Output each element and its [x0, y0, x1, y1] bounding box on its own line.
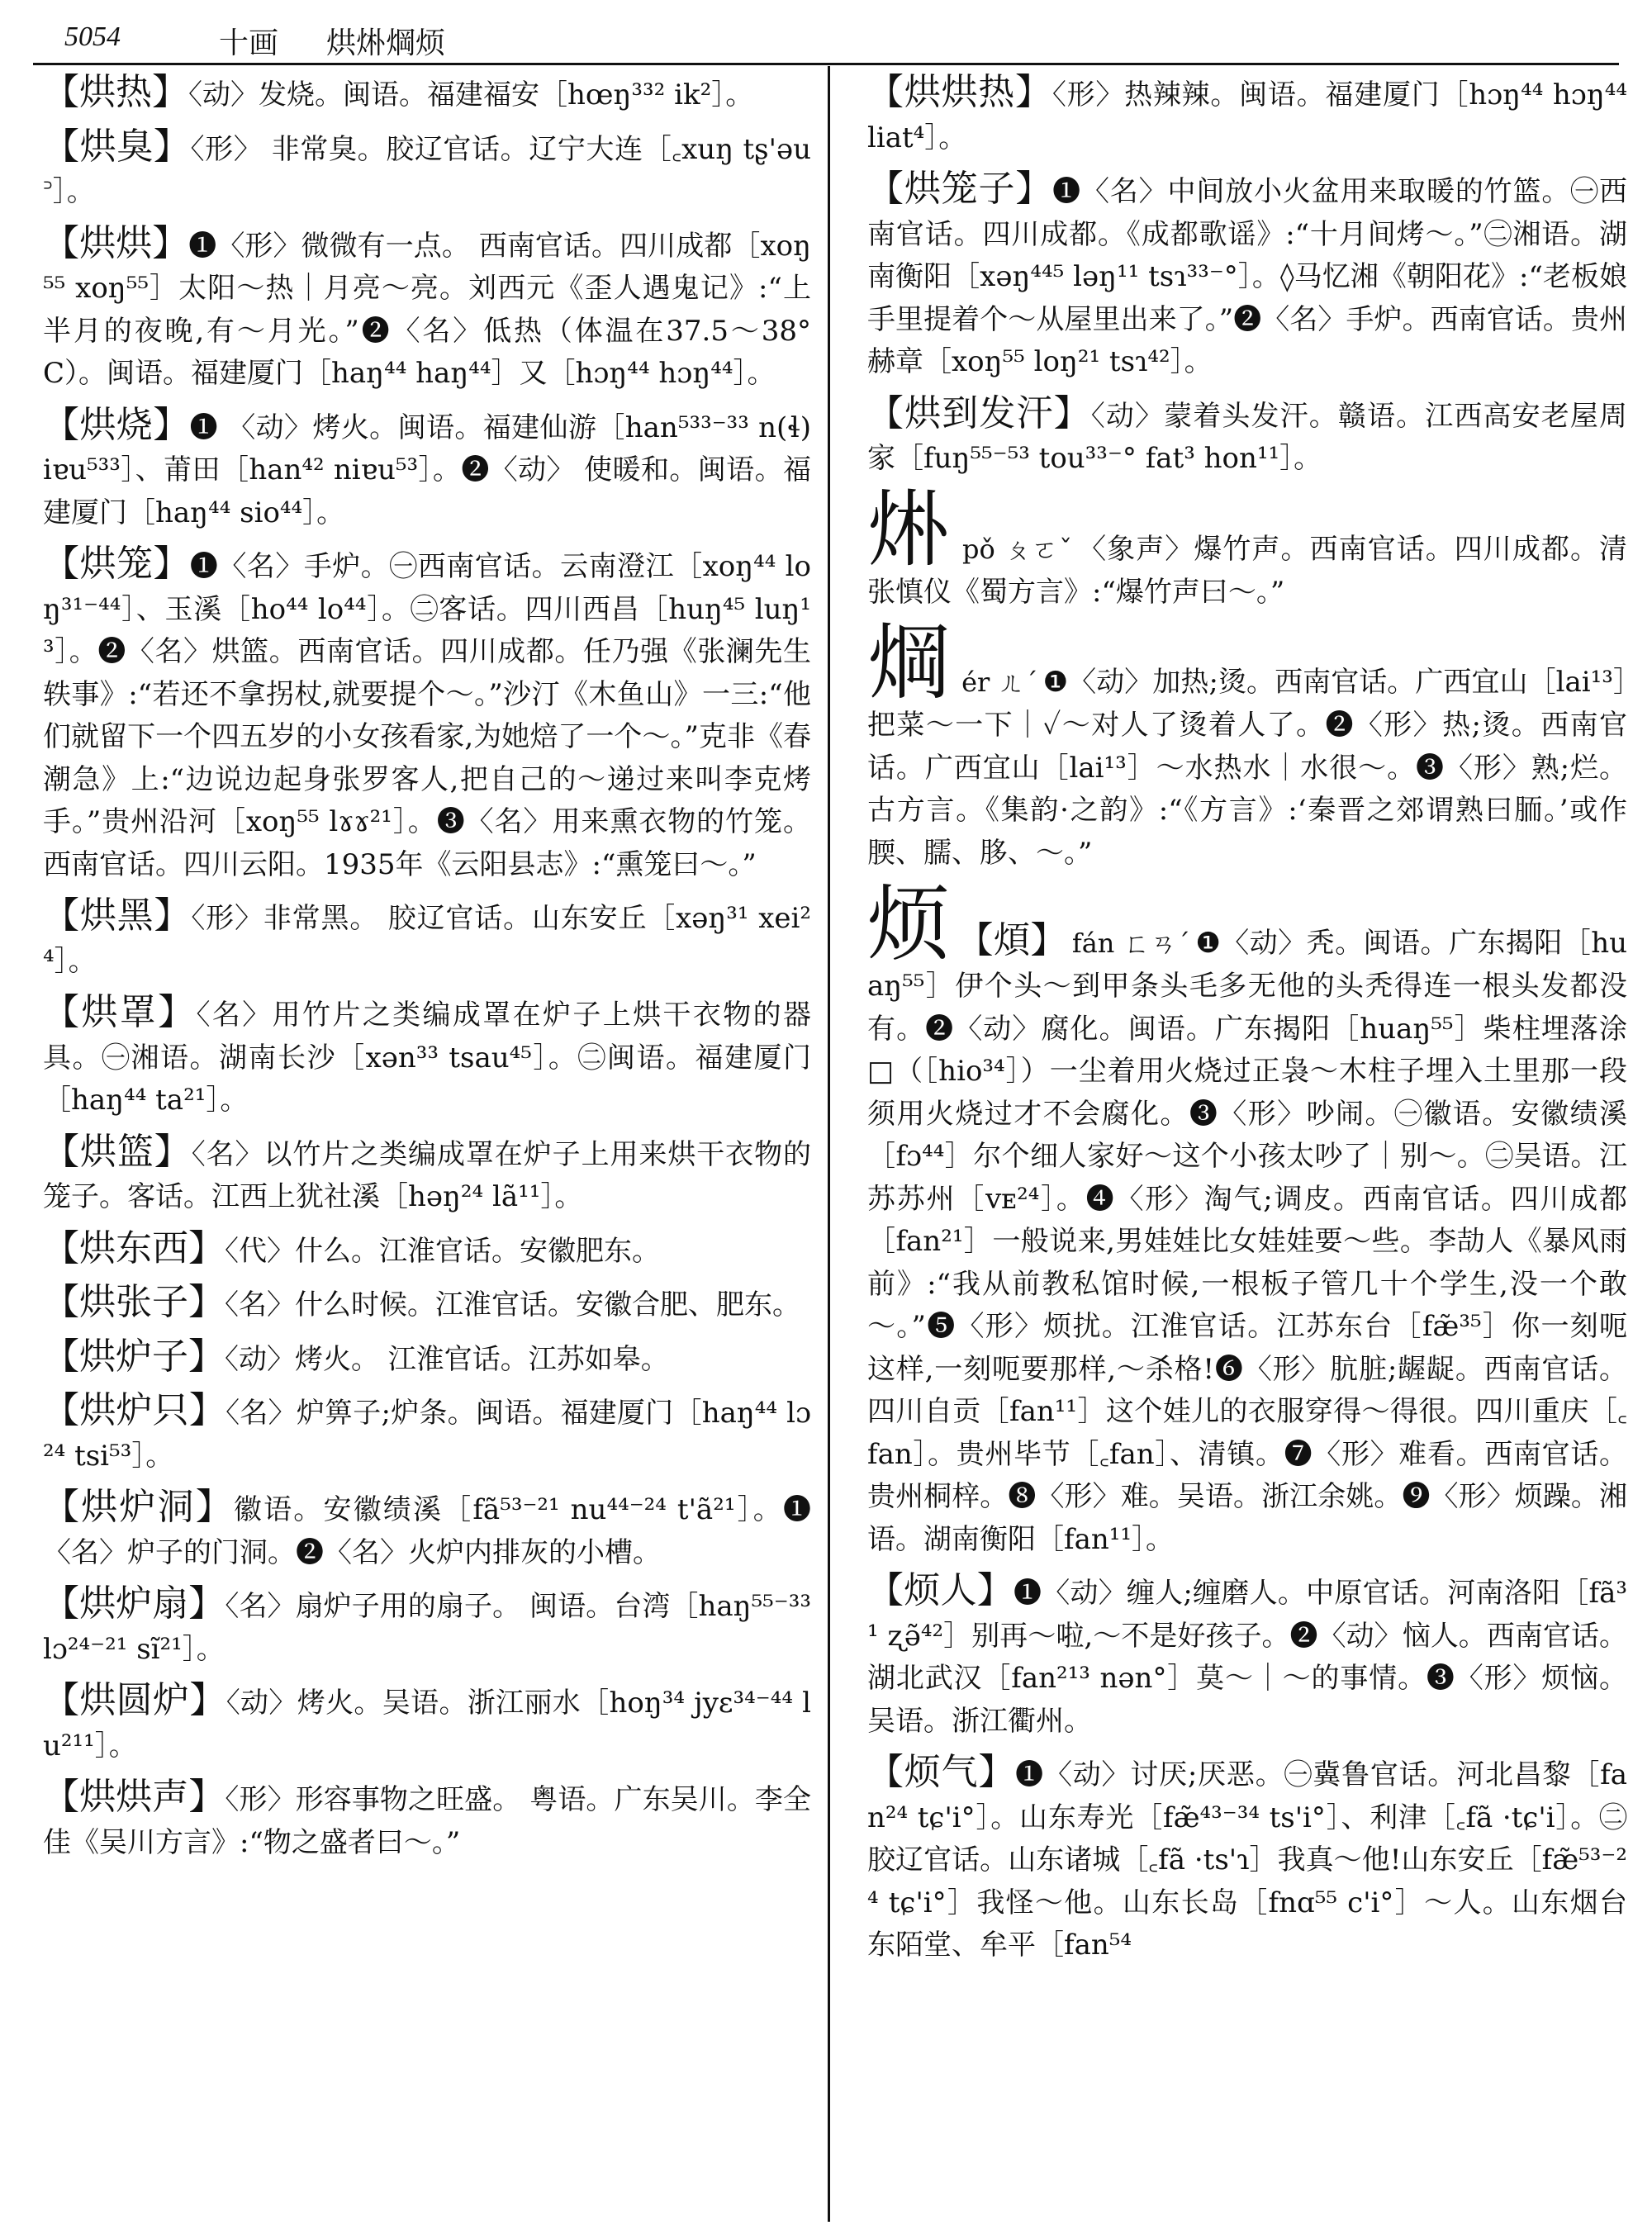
entry-definition: 〈名〉炉箅子;炉条。闽语。福建厦门［haŋ⁴⁴ lɔ²⁴ tsi⁵³］。: [43, 1397, 812, 1473]
entry-headword: 【烘炉扇】: [43, 1582, 225, 1625]
dictionary-entry: [867, 481, 1627, 614]
dictionary-entry: [43, 126, 811, 214]
entry-definition: 〈名〉扇炉子用的扇子。 闽语。台湾［haŋ⁵⁵⁻³³ lɔ²⁴⁻²¹ sĩ²¹］。: [43, 1590, 812, 1666]
dictionary-entry: [867, 1751, 1627, 1967]
dictionary-entry: [867, 1569, 1627, 1743]
entry-headword: 【烘到发汗】: [867, 391, 1091, 434]
entry-pinyin: ér ㄦˊ: [961, 667, 1038, 698]
entry-headword: 【烘笼子】: [867, 168, 1053, 210]
entry-headword: 【烘篮】: [43, 1130, 192, 1173]
entry-headword: 【烘张子】: [43, 1281, 225, 1323]
entry-headword: 【烘臭】: [43, 125, 191, 168]
dictionary-entry: [43, 1486, 811, 1574]
entry-definition: 〈动〉蒙着头发汗。赣语。江西高安老屋周家［fuŋ⁵⁵⁻⁵³ tou³³⁻° fat³ hon¹¹］。: [867, 399, 1627, 475]
entry-definition: ❶〈名〉中间放小火盆用来取暖的竹篮。㊀西南官话。四川成都。《成都歌谣》:“十月间烤～。”㊁湘语。湖南衡阳［xəŋ⁴⁴⁵ ləŋ¹¹ tsɿ³³⁻°］。◊马忆湘《朝阳花》:“老板娘手里提着个～从屋里出来了。”❷〈名〉手炉。西南官话。贵州赫章［xoŋ⁵⁵ loŋ²¹ tsɿ⁴²］。: [867, 175, 1628, 378]
entry-definition: 〈动〉烤火。吴语。浙江丽水［hoŋ³⁴ jyɛ³⁴⁻⁴⁴ lu²¹¹］。: [43, 1687, 812, 1763]
entry-definition: 〈象声〉爆竹声。西南官话。四川成都。清张慎仪《蜀方言》:“爆竹声曰～。”: [867, 532, 1627, 609]
entry-headword: 【烘烘】: [43, 221, 189, 264]
entry-definition: ❶〈动〉秃。闽语。广东揭阳［huaŋ⁵⁵］伊个头～到甲条头毛多无他的头秃得连一根头发都没有。❷〈动〉腐化。闽语。广东揭阳［huaŋ⁵⁵］柴柱埋落涂□（［hio³⁴］）一尘着用火烧过正袅～木柱子埋入土里那一段须用火烧过才不会腐化。❸〈形〉吵闹。㊀徽语。安徽绩溪［fɔ⁴⁴］尔个细人家好～这个小孩太吵了｜别～。㊁吴语。江苏苏州［vᴇ²⁴］。❹〈形〉淘气;调皮。西南官话。四川成都［fan²¹］一般说来,男娃娃比女娃娃要～些。李劼人《暴风雨前》:“我从前教私馆时候,一根板子管几十个学生,没一个敢～。”❺〈形〉烦扰。江淮官话。江苏东台［fæ̃³⁵］你一刻呃这样,一刻呃要那样,～杀格!❻〈形〉肮脏;龌龊。西南官话。四川自贡［fan¹¹］这个娃儿的衣服穿得～得很。四川重庆［꜀fan］。贵州毕节［꜀fan］、清镇。❼〈形〉难看。西南官话。贵州桐梓。❽〈形〉难。吴语。浙江余姚。❾〈形〉烦躁。湘语。湖南衡阳［fan¹¹］。: [867, 927, 1628, 1556]
entry-definition: ❶〈动〉缠人;缠磨人。中原官话。河南洛阳［fã³¹ ʐə̃⁴²］别再～啦,～不是好孩子。❷〈动〉恼人。西南官话。湖北武汉［fan²¹³ nən°］莫～｜～的事情。❸〈形〉烦恼。吴语。浙江衢州。: [867, 1577, 1627, 1738]
entry-headword: 【烘炉子】: [43, 1335, 225, 1378]
dictionary-entry: [867, 168, 1627, 384]
header-headwords: 烘烞焵烦: [326, 26, 446, 60]
entry-headword: 【烦气】: [867, 1751, 1016, 1793]
dictionary-entry: [43, 1281, 811, 1327]
entry-headword: 【烘笼】: [43, 543, 190, 585]
dictionary-entry: [43, 1679, 811, 1767]
dictionary-entry: [43, 71, 811, 117]
left-column: [43, 71, 811, 1872]
entry-character: 烞: [867, 481, 952, 578]
entry-definition: 〈形〉 非常臭。胶辽官话。辽宁大连［꜀xuŋ tʂ'əu꜄］。: [43, 132, 812, 208]
entry-headword: 【烘东西】: [43, 1226, 225, 1269]
entry-headword: 【烘热】: [43, 71, 188, 113]
dictionary-entry: [43, 404, 811, 535]
section-label: 十画: [219, 26, 279, 60]
entry-definition: 〈代〉什么。江淮官话。安徽肥东。: [225, 1234, 660, 1268]
dictionary-entry: [43, 543, 811, 886]
entry-definition: ❶ 〈动〉烤火。闽语。福建仙游［han⁵³³⁻³³ n(ɬ)iɐu⁵³³］、莆田［han⁴² niɐu⁵³］。❷〈动〉 使暖和。闽语。福建厦门［haŋ⁴⁴ sio⁴⁴］。: [43, 410, 811, 529]
entry-headword: 【烘烘声】: [43, 1776, 225, 1818]
entry-definition: ❶〈形〉微微有一点。 西南官话。四川成都［xoŋ⁵⁵ xoŋ⁵⁵］太阳～热｜月亮～亮。刘西元《歪人遇鬼记》:“上半月的夜晚,有～月光。”❷〈名〉低热（体温在37.5～38°C）。闽语。福建厦门［haŋ⁴⁴ haŋ⁴⁴］又［hɔŋ⁴⁴ hɔŋ⁴⁴］。: [43, 229, 811, 390]
dictionary-entry: [43, 1131, 811, 1219]
dictionary-entry: [43, 1227, 811, 1274]
entry-traditional-form: 【煩】: [957, 919, 1067, 961]
entry-headword: 【烘黑】: [43, 894, 192, 937]
entry-headword: 【烘炉洞】: [43, 1486, 234, 1528]
entry-headword: 【烘烘热】: [867, 71, 1052, 113]
right-column: [867, 71, 1627, 1976]
dictionary-entry: [43, 1776, 811, 1864]
entry-headword: 【烘烧】: [43, 403, 190, 446]
entry-pinyin: fán ㄈㄢˊ: [1071, 928, 1191, 959]
entry-definition: ❶〈名〉手炉。㊀西南官话。云南澄江［xoŋ⁴⁴ loŋ³¹⁻⁴⁴］、玉溪［ho⁴⁴ lo⁴⁴］。㊁客话。四川西昌［huŋ⁴⁵ luŋ¹³］。❷〈名〉烘篮。西南官话。四川成都。任乃强《张澜先生轶事》:“若还不拿拐杖,就要提个～。”沙汀《木鱼山》一三:“他们就留下一个四五岁的小女孩看家,为她焙了一个～。”克非《春潮急》上:“边说边起身张罗客人,把自己的～递过来叫李克烤手。”贵州沿河［xoŋ⁵⁵ lɤɤ²¹］。❸〈名〉用来熏衣物的竹笼。西南官话。四川云阳。1935年《云阳县志》:“熏笼曰～。”: [43, 550, 811, 881]
dictionary-entry: [867, 71, 1627, 159]
entry-definition: 〈形〉形容事物之旺盛。 粤语。广东吴川。李全佳《吴川方言》:“物之盛者曰～。”: [43, 1783, 811, 1859]
page-header: [33, 12, 1619, 65]
entry-definition: 〈名〉以竹片之类编成罩在炉子上用来烘干衣物的笼子。客话。江西上犹社溪［həŋ²⁴ lã¹¹］。: [43, 1137, 812, 1213]
entry-headword: 【烘炉只】: [43, 1389, 226, 1431]
entry-definition: 〈动〉发烧。闽语。福建福安［hœŋ³³² ik²］。: [188, 78, 754, 112]
page-number: 5054: [64, 21, 121, 52]
entry-definition: 〈名〉用竹片之类编成罩在炉子上烘干衣物的器具。㊀湘语。湖南长沙［xən³³ tsau⁴⁵］。㊁闽语。福建厦门［haŋ⁴⁴ ta²¹］。: [43, 999, 811, 1117]
entry-definition: 〈形〉热辣辣。闽语。福建厦门［hɔŋ⁴⁴ hɔŋ⁴⁴ liat⁴］。: [867, 78, 1628, 154]
dictionary-entry: [867, 614, 1627, 875]
entry-character: 焵: [867, 614, 951, 711]
entry-headword: 【烘圆炉】: [43, 1679, 226, 1721]
dictionary-entry: [867, 392, 1627, 481]
dictionary-entry: [43, 1336, 811, 1382]
dictionary-entry: [43, 991, 811, 1122]
column-divider: [828, 66, 830, 2222]
entry-pinyin: pǒ ㄆㄛˇ: [962, 533, 1074, 565]
dictionary-entry: [867, 875, 1628, 1561]
entry-definition: 〈动〉烤火。 江淮官话。江苏如皋。: [225, 1342, 669, 1376]
entry-definition: ❶〈动〉讨厌;厌恶。㊀冀鲁官话。河北昌黎［fan²⁴ tɕ'i°］。山东寿光［fæ̃⁴³⁻³⁴ ts'i°］、利津［꜀fã ·tɕ'i］。㊁胶辽官话。山东诸城［꜀fã ·ts'ɿ］我真～他!山东安丘［fæ̃⁵³⁻²⁴ tɕ'i°］我怪～他。山东长岛［fnɑ⁵⁵ c'i°］～人。山东烟台东陌堂、牟平［fan⁵⁴: [867, 1758, 1628, 1962]
entry-headword: 【烘罩】: [43, 991, 197, 1033]
entry-definition: 〈名〉什么时候。江淮官话。安徽合肥、肥东。: [225, 1288, 800, 1321]
entry-definition: 〈形〉非常黑。 胶辽官话。山东安丘［xəŋ³¹ xei²⁴］。: [43, 902, 811, 978]
dictionary-entry: [43, 1389, 811, 1478]
dictionary-entry: [43, 1582, 811, 1671]
entry-character: 烦: [867, 875, 951, 972]
entry-definition: 徽语。安徽绩溪［fã⁵³⁻²¹ nu⁴⁴⁻²⁴ t'ã²¹］。❶〈名〉炉子的门洞。❷〈名〉火炉内排灰的小槽。: [43, 1493, 811, 1569]
dictionary-entry: [43, 894, 811, 983]
entry-headword: 【烦人】: [867, 1569, 1014, 1611]
dictionary-entry: [43, 222, 811, 396]
entry-definition: ❶〈动〉加热;烫。西南官话。广西宜山［lai¹³］把菜～一下｜✓～对人了烫着人了。❷〈形〉热;烫。西南官话。广西宜山［lai¹³］～水热水｜水很～。❸〈形〉熟;烂。古方言。《集韵·之韵》:“《方言》:‘秦晋之郊谓熟曰胹。’或作腝、臑、䏧、～。”: [867, 666, 1627, 870]
